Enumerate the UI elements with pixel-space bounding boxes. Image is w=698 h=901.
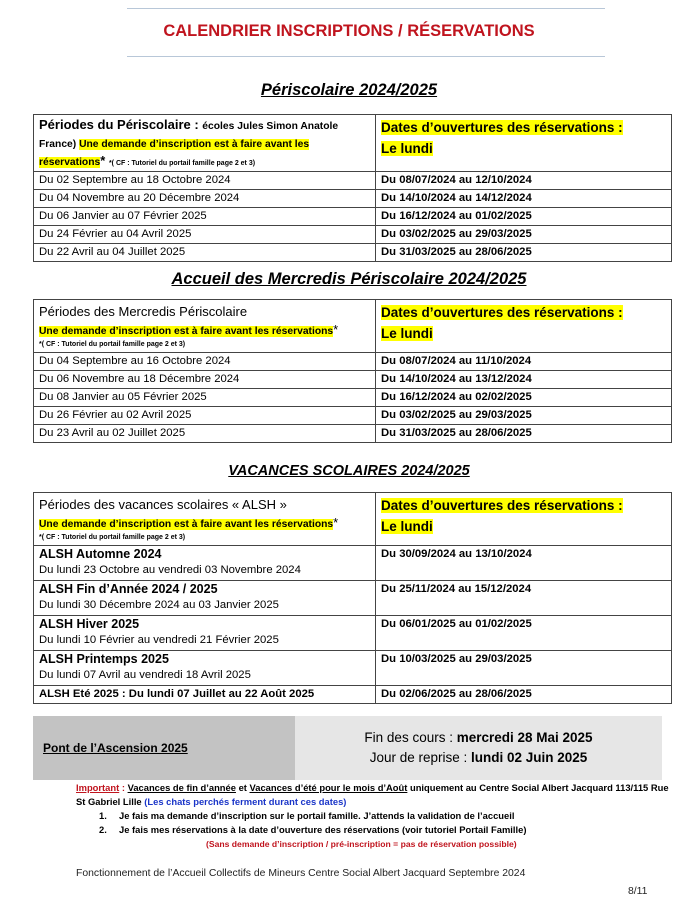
table-row bbox=[34, 389, 672, 407]
end-of-classes bbox=[364, 728, 592, 748]
inscription-notice: Une demande d’inscription est à faire avant les réservations bbox=[39, 519, 334, 530]
dates-cell: Du 14/10/2024 au 14/12/2024 bbox=[376, 190, 672, 208]
table-header-row bbox=[34, 300, 672, 353]
chats-perches-note: (Les chats perchés ferment durant ces dates) bbox=[144, 796, 347, 807]
dates-cell: Du 10/03/2025 au 29/03/2025 bbox=[376, 651, 672, 686]
table-row bbox=[34, 407, 672, 425]
table-row bbox=[34, 581, 672, 616]
dates-header-line2: Le lundi bbox=[381, 519, 433, 534]
vacances-title: VACANCES SCOLAIRES 2024/2025 bbox=[228, 463, 470, 479]
mercredis-table bbox=[33, 299, 672, 443]
ascension-label-cell bbox=[33, 716, 295, 780]
table-row bbox=[34, 371, 672, 389]
dates-cell: Du 02/06/2025 au 28/06/2025 bbox=[376, 686, 672, 704]
return-day bbox=[370, 748, 588, 768]
alsh-period: : Du lundi 07 Juillet au 22 Août 2025 bbox=[118, 688, 315, 700]
return-day-value: lundi 02 Juin 2025 bbox=[471, 750, 588, 765]
periods-header-label: Périodes des vacances scolaires « ALSH » bbox=[39, 497, 287, 512]
vacation-year-end: Vacances de fin d’année bbox=[127, 782, 236, 793]
table-row bbox=[34, 190, 672, 208]
periods-header-label: Périodes des Mercredis Périscolaire bbox=[39, 304, 248, 319]
page-number: 8/11 bbox=[628, 886, 648, 897]
periods-header bbox=[34, 300, 376, 353]
period-cell: Du 22 Avril au 04 Juillet 2025 bbox=[34, 244, 376, 262]
list-item bbox=[76, 809, 676, 823]
dates-header bbox=[376, 300, 672, 353]
period-cell: Du 04 Septembre au 16 Octobre 2024 bbox=[34, 353, 376, 371]
dates-cell: Du 30/09/2024 au 13/10/2024 bbox=[376, 546, 672, 581]
dates-header bbox=[376, 493, 672, 546]
dates-cell: Du 14/10/2024 au 13/12/2024 bbox=[376, 371, 672, 389]
dates-header-line1: Dates d’ouvertures des réservations : bbox=[381, 120, 623, 135]
alsh-period: Du lundi 23 Octobre au vendredi 03 Novembre 2024 bbox=[39, 564, 301, 576]
alsh-name: ALSH Automne 2024 bbox=[39, 547, 162, 561]
alsh-period: Du lundi 07 Avril au vendredi 18 Avril 2025 bbox=[39, 669, 251, 681]
table-row bbox=[34, 546, 672, 581]
periscolaire-title: Périscolaire 2024/2025 bbox=[260, 81, 438, 99]
alsh-name: ALSH Printemps 2025 bbox=[39, 652, 169, 666]
footer-text: Fonctionnement de l’Accueil Collectifs de Mineurs Centre Social Albert Jacquard Septembre 2024 bbox=[76, 868, 526, 879]
alsh-name: ALSH Eté 2025 bbox=[39, 688, 119, 700]
period-cell: Du 06 Novembre au 18 Décembre 2024 bbox=[34, 371, 376, 389]
tutorial-ref: *( CF : Tutoriel du portail famille page 2 et 3) bbox=[39, 534, 186, 541]
end-of-classes-value: mercredi 28 Mai 2025 bbox=[456, 730, 593, 745]
important-paragraph bbox=[76, 781, 676, 809]
no-reservation-warning: (Sans demande d’inscription / pré-inscription = pas de réservation possible) bbox=[206, 839, 517, 849]
dates-cell: Du 31/03/2025 au 28/06/2025 bbox=[376, 244, 672, 262]
top-rule bbox=[127, 8, 605, 9]
end-of-classes-label: Fin des cours : bbox=[364, 730, 457, 745]
period-cell: Du 23 Avril au 02 Juillet 2025 bbox=[34, 425, 376, 443]
dates-cell: Du 08/07/2024 au 11/10/2024 bbox=[376, 353, 672, 371]
step-text: Je fais ma demande d’inscription sur le portail famille. J’attends la validation de l’accueil bbox=[119, 810, 515, 821]
title-rule bbox=[127, 56, 605, 57]
alsh-period: Du lundi 30 Décembre 2024 au 03 Janvier 2025 bbox=[39, 599, 279, 611]
tutorial-ref: *( CF : Tutoriel du portail famille page 2 et 3) bbox=[39, 341, 186, 348]
alsh-period-cell bbox=[34, 581, 376, 616]
alsh-name: ALSH Fin d’Année 2024 / 2025 bbox=[39, 582, 218, 596]
dates-header-line1: Dates d’ouvertures des réservations : bbox=[381, 305, 623, 320]
notice-star: * bbox=[333, 515, 339, 530]
dates-cell: Du 03/02/2025 au 29/03/2025 bbox=[376, 226, 672, 244]
conjunction: et bbox=[235, 782, 250, 793]
step-number: 1. bbox=[99, 810, 107, 821]
period-cell: Du 24 Février au 04 Avril 2025 bbox=[34, 226, 376, 244]
periods-header-label: Périodes du Périscolaire : bbox=[39, 117, 203, 132]
schools-label: écoles Jules Simon Anatole France) bbox=[39, 121, 339, 150]
ascension-bridge-box bbox=[33, 716, 662, 780]
dates-cell: Du 25/11/2024 au 15/12/2024 bbox=[376, 581, 672, 616]
table-header-row bbox=[34, 115, 672, 172]
notice-star: * bbox=[100, 153, 106, 168]
period-cell: Du 06 Janvier au 07 Février 2025 bbox=[34, 208, 376, 226]
periods-header bbox=[34, 493, 376, 546]
alsh-period: Du lundi 10 Février au vendredi 21 Février 2025 bbox=[39, 634, 279, 646]
table-row bbox=[34, 686, 672, 704]
table-row bbox=[34, 425, 672, 443]
periscolaire-table bbox=[33, 114, 672, 262]
mercredis-title: Accueil des Mercredis Périscolaire 2024/2025 bbox=[171, 270, 527, 288]
alsh-period-cell bbox=[34, 546, 376, 581]
period-cell: Du 08 Janvier au 05 Février 2025 bbox=[34, 389, 376, 407]
dates-cell: Du 16/12/2024 au 01/02/2025 bbox=[376, 208, 672, 226]
alsh-name: ALSH Hiver 2025 bbox=[39, 617, 140, 631]
table-row bbox=[34, 244, 672, 262]
alsh-period-cell bbox=[34, 616, 376, 651]
step-number: 2. bbox=[99, 824, 107, 835]
important-notes bbox=[76, 781, 676, 851]
document-title: CALENDRIER INSCRIPTIONS / RÉSERVATIONS bbox=[163, 22, 535, 40]
ascension-dates-cell bbox=[295, 716, 662, 780]
table-row bbox=[34, 651, 672, 686]
vacation-summer: Vacances d’été pour le mois d’Août bbox=[249, 782, 408, 793]
period-cell: Du 04 Novembre au 20 Décembre 2024 bbox=[34, 190, 376, 208]
periods-header bbox=[34, 115, 376, 172]
period-cell: Du 26 Février au 02 Avril 2025 bbox=[34, 407, 376, 425]
alsh-period-cell bbox=[34, 651, 376, 686]
dates-header-line1: Dates d’ouvertures des réservations : bbox=[381, 498, 623, 513]
step-text: Je fais mes réservations à la date d’ouverture des réservations (voir tutoriel Portail Famille) bbox=[119, 824, 527, 835]
table-row bbox=[34, 616, 672, 651]
vacances-table bbox=[33, 492, 672, 704]
dates-header bbox=[376, 115, 672, 172]
table-row bbox=[34, 353, 672, 371]
tutorial-ref: *( CF : Tutoriel du portail famille page 2 et 3) bbox=[108, 160, 256, 167]
dates-cell: Du 08/07/2024 au 12/10/2024 bbox=[376, 172, 672, 190]
list-item bbox=[76, 823, 676, 837]
table-row bbox=[34, 172, 672, 190]
table-header-row bbox=[34, 493, 672, 546]
dates-header-line2: Le lundi bbox=[381, 141, 433, 156]
dates-cell: Du 16/12/2024 au 02/02/2025 bbox=[376, 389, 672, 407]
table-row bbox=[34, 226, 672, 244]
ascension-title: Pont de l’Ascension 2025 bbox=[43, 741, 188, 755]
dates-cell: Du 31/03/2025 au 28/06/2025 bbox=[376, 425, 672, 443]
notice-star: * bbox=[333, 322, 339, 337]
alsh-period-cell bbox=[34, 686, 376, 704]
important-label: Important bbox=[76, 782, 120, 793]
dates-header-line2: Le lundi bbox=[381, 326, 433, 341]
table-row bbox=[34, 208, 672, 226]
important-sep: : bbox=[119, 782, 128, 793]
steps-list bbox=[76, 809, 676, 837]
dates-cell: Du 06/01/2025 au 01/02/2025 bbox=[376, 616, 672, 651]
location-text: uniquement au Centre Social Albert Jacquard 113/115 Rue St Gabriel Lille bbox=[76, 782, 669, 807]
dates-cell: Du 03/02/2025 au 29/03/2025 bbox=[376, 407, 672, 425]
return-day-label: Jour de reprise : bbox=[369, 750, 471, 765]
inscription-notice: Une demande d’inscription est à faire avant les réservations bbox=[39, 326, 334, 337]
period-cell: Du 02 Septembre au 18 Octobre 2024 bbox=[34, 172, 376, 190]
inscription-notice: Une demande d’inscription est à faire avant les réservations bbox=[39, 139, 310, 168]
